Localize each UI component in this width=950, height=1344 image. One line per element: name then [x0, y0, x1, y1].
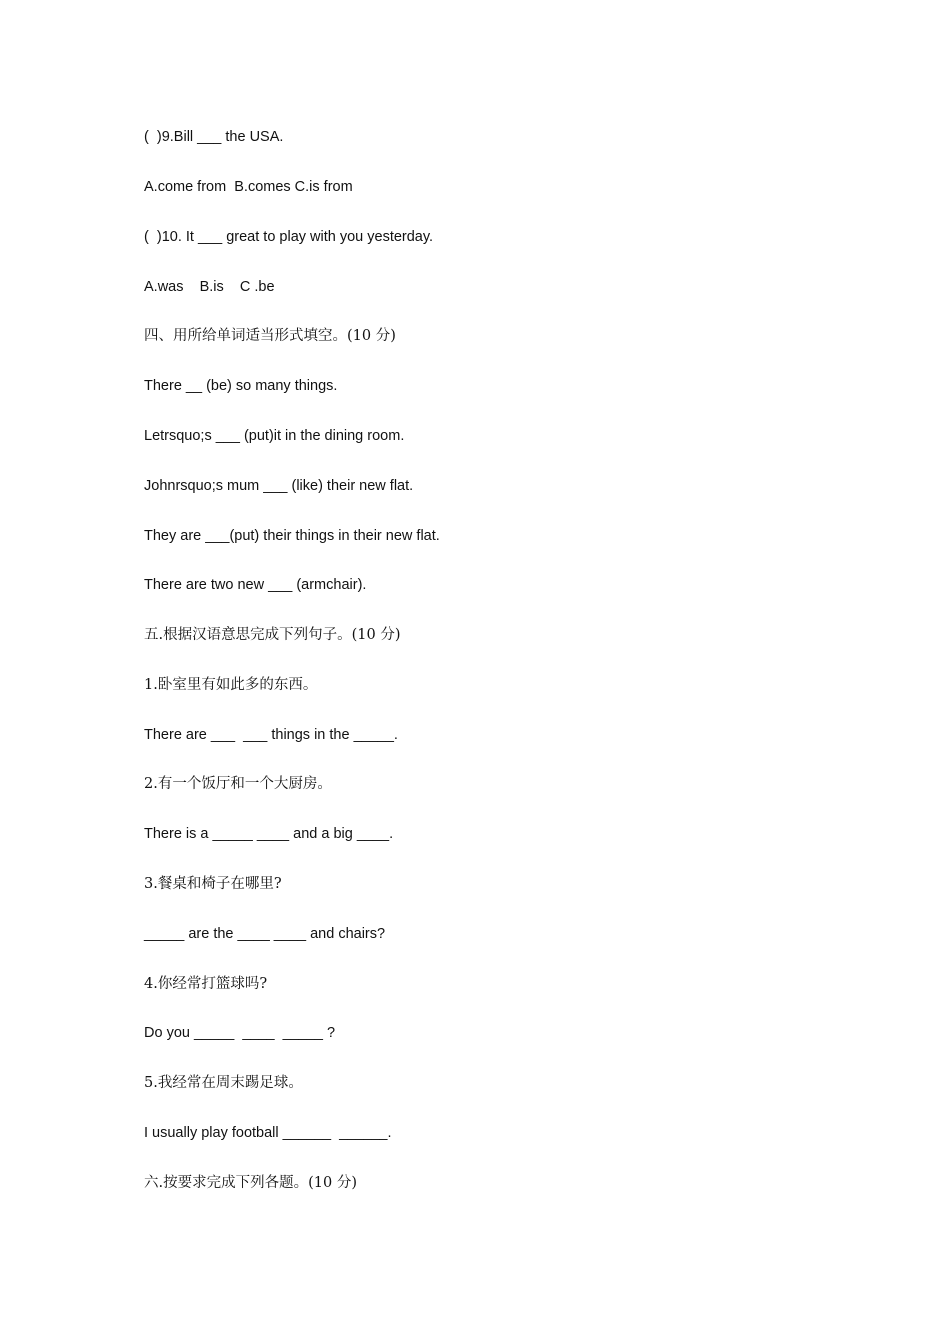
- question-10: ( )10. It ___ great to play with you yesterday.: [144, 229, 434, 245]
- section-5-prompt-3: 3.餐桌和椅子在哪里?: [144, 876, 282, 892]
- section-4-item-3: Johnrsquo;s mum ___ (like) their new flat.: [144, 478, 414, 494]
- section-5-heading: 五.根据汉语意思完成下列句子。(10 分): [144, 627, 401, 643]
- section-4-item-4: They are ___(put) their things in their new flat.: [144, 528, 440, 544]
- section-4-heading: 四、用所给单词适当形式填空。(10 分): [144, 328, 396, 344]
- section-5-answer-4: Do you _____ ____ _____ ?: [144, 1025, 336, 1041]
- question-10-options: A.was B.is C .be: [144, 279, 275, 295]
- section-4-item-1: There __ (be) so many things.: [144, 378, 338, 394]
- question-9-options: A.come from B.comes C.is from: [144, 179, 353, 195]
- question-9: ( )9.Bill ___ the USA.: [144, 129, 284, 145]
- section-5-prompt-4: 4.你经常打篮球吗?: [144, 976, 268, 992]
- section-5-prompt-5: 5.我经常在周末踢足球。: [144, 1075, 303, 1091]
- section-4-item-2: Letrsquo;s ___ (put)it in the dining room.: [144, 428, 405, 444]
- section-6-heading: 六.按要求完成下列各题。(10 分): [144, 1175, 357, 1191]
- section-5-answer-5: I usually play football ______ ______.: [144, 1125, 392, 1141]
- section-5-prompt-1: 1.卧室里有如此多的东西。: [144, 677, 318, 693]
- section-5-prompt-2: 2.有一个饭厅和一个大厨房。: [144, 776, 332, 792]
- section-5-answer-3: _____ are the ____ ____ and chairs?: [144, 926, 386, 942]
- section-4-item-5: There are two new ___ (armchair).: [144, 577, 367, 593]
- section-5-answer-2: There is a _____ ____ and a big ____.: [144, 826, 394, 842]
- section-5-answer-1: There are ___ ___ things in the _____.: [144, 727, 398, 743]
